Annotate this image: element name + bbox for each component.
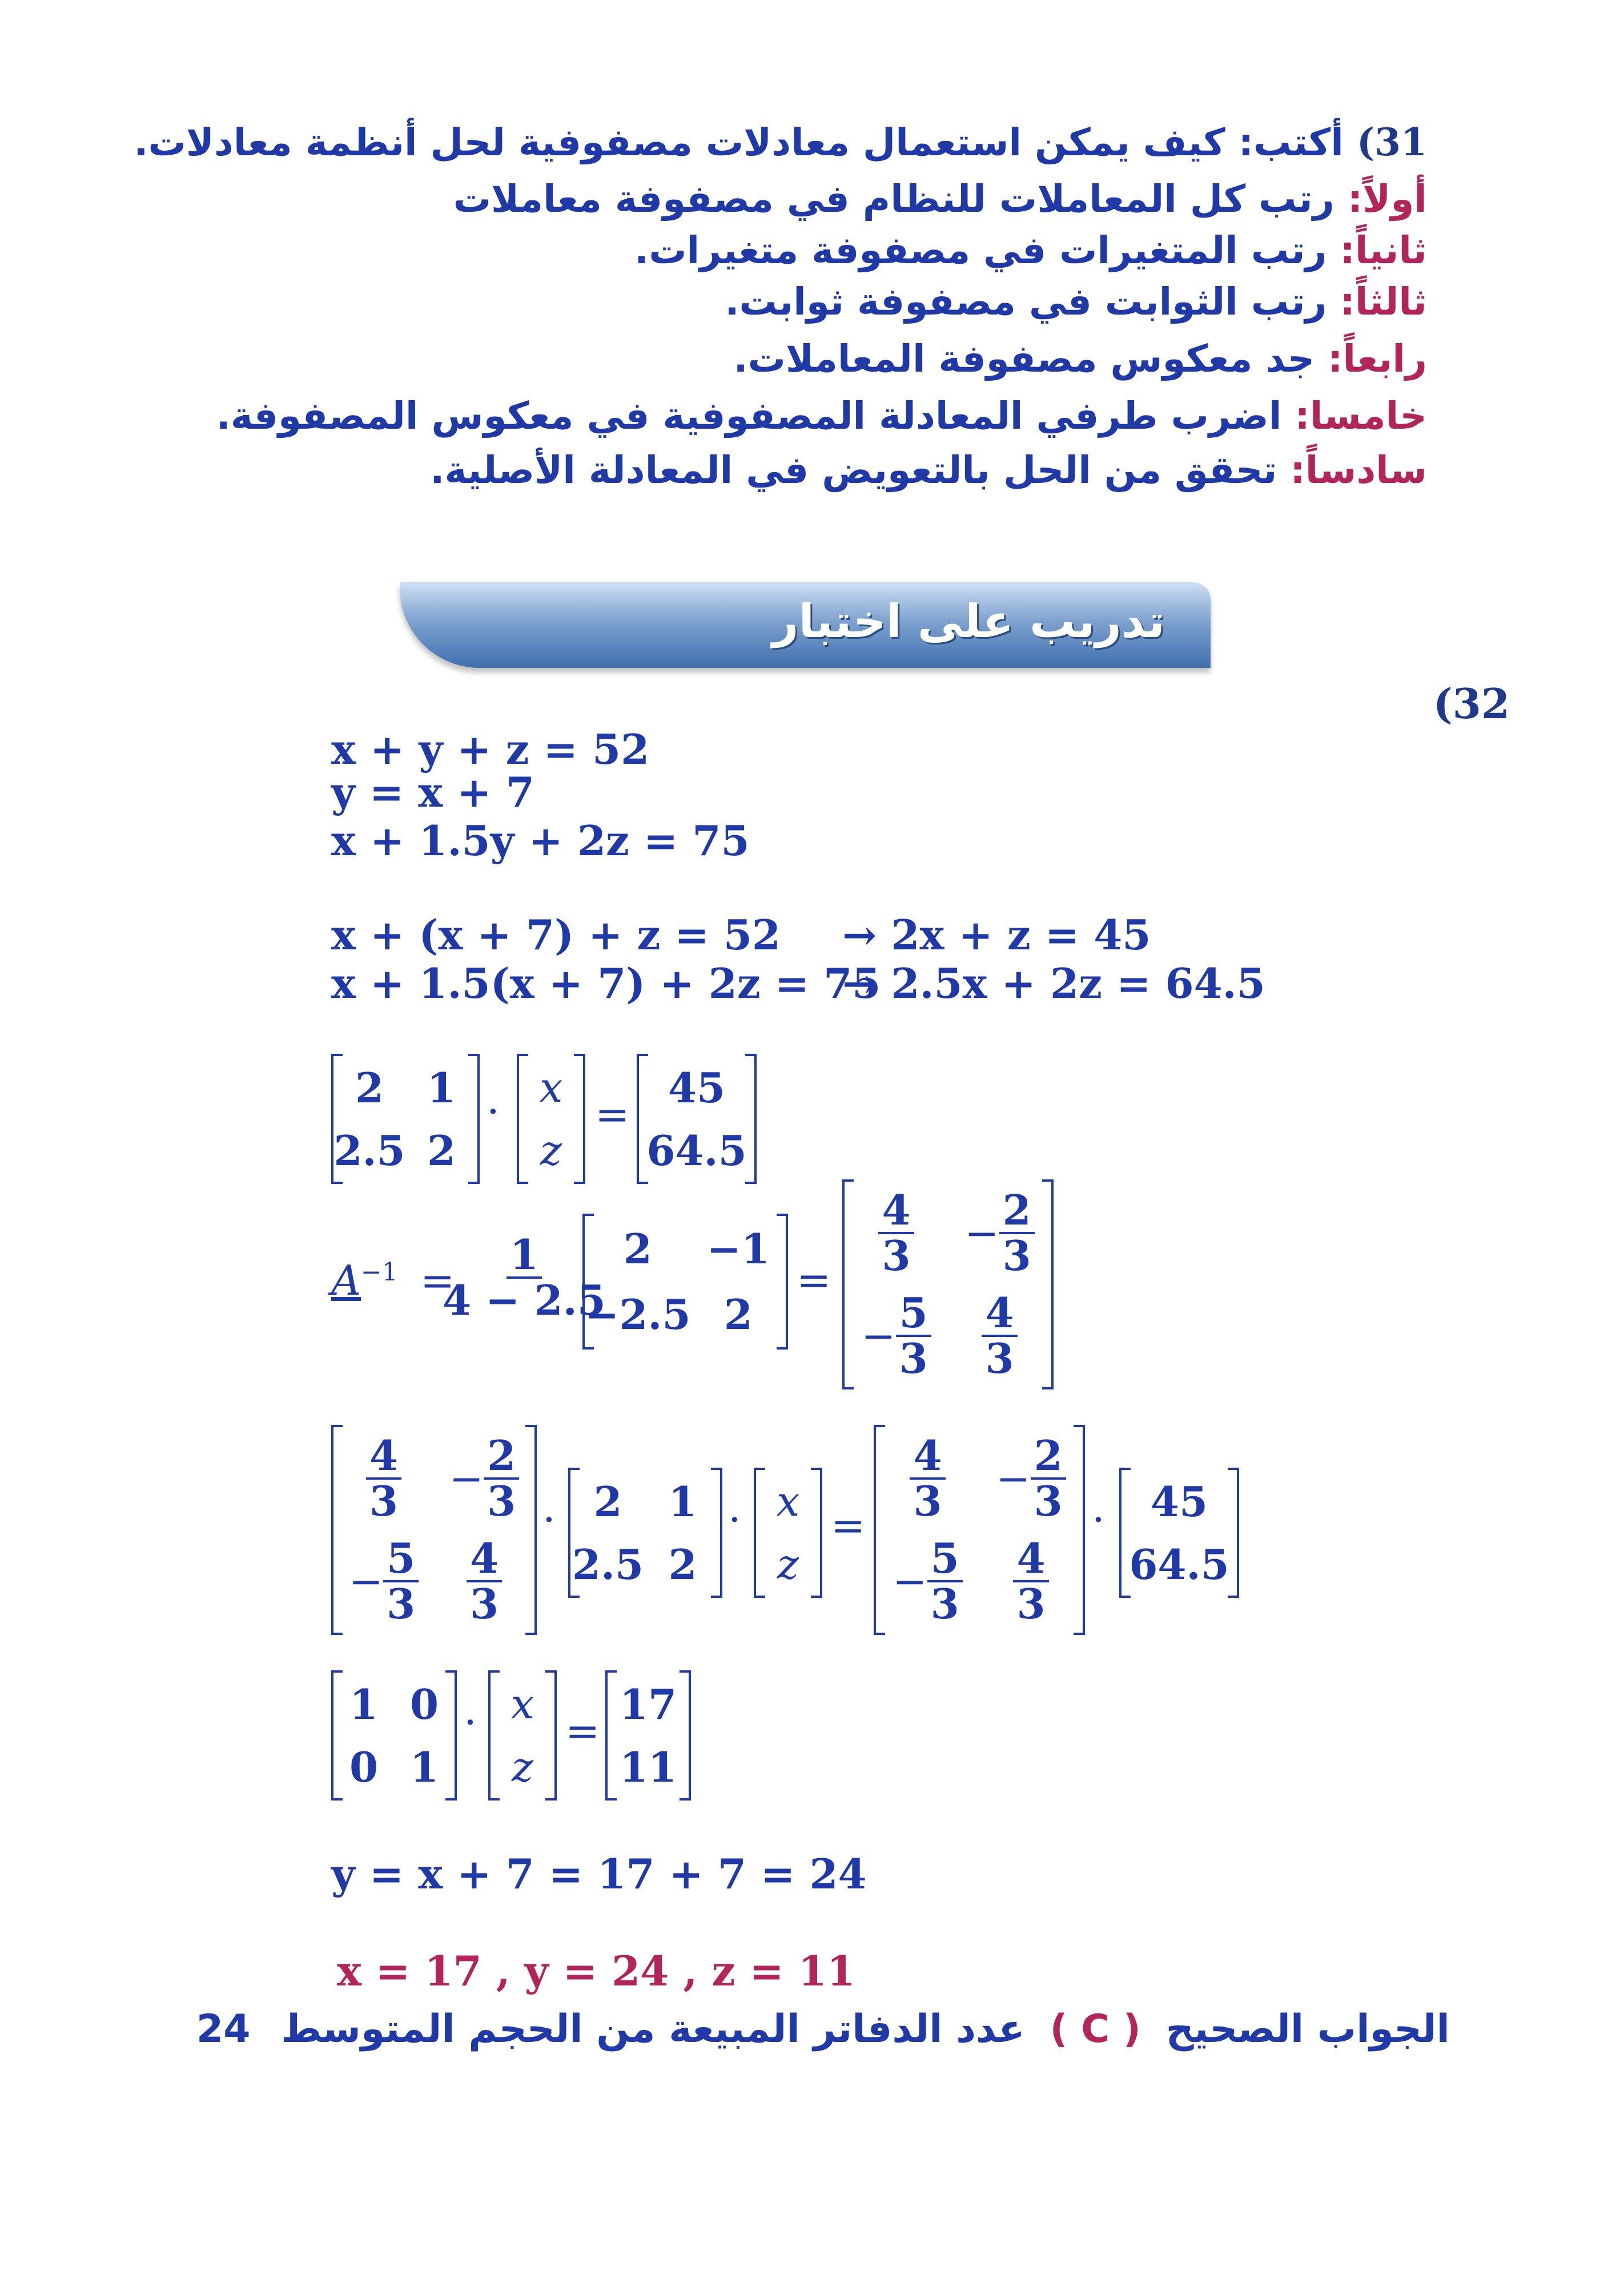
answer-value: 24 <box>196 2007 251 2052</box>
subst-result-1: → 2x + z = 45 <box>842 911 1151 959</box>
inverse-coefficient <box>443 1230 606 1324</box>
matrix-cell: 2 <box>355 1063 384 1112</box>
negative-fraction: − $\frac{5}{3}$ <box>349 1537 419 1625</box>
dot-operator: · <box>728 1496 741 1544</box>
matrix-cell: 64.5 <box>1129 1540 1229 1589</box>
subst-eq-1: x + (x + 7) + z = 52 <box>331 911 781 959</box>
solution-matrix <box>605 1673 691 1798</box>
negative-fraction: − $\frac{5}{3}$ <box>861 1291 931 1380</box>
step-label: رابعاً: <box>1328 337 1427 381</box>
fraction: $\frac{4}{3}$ <box>982 1291 1017 1380</box>
q31-number: 31) <box>1356 120 1427 164</box>
matrix-cell: 2.5 <box>572 1540 644 1589</box>
matrix-cell: 2 <box>427 1126 456 1175</box>
matrix-cell: 1 <box>349 1679 379 1729</box>
coefficient-matrix <box>331 1056 480 1182</box>
dot-operator: · <box>464 1698 477 1746</box>
matrix-cell: 17 <box>619 1679 677 1729</box>
dot-operator: · <box>487 1087 500 1135</box>
q31-step-1 <box>453 177 1427 221</box>
answer-choice: ( C ) <box>1050 2007 1141 2052</box>
adjugate-matrix <box>582 1216 788 1347</box>
variable-matrix-2 <box>754 1470 822 1596</box>
step-text: رتب الثوابت في مصفوفة ثوابت. <box>725 280 1340 324</box>
q31-step-3 <box>725 280 1427 324</box>
dot-operator: · <box>1092 1496 1105 1544</box>
step-label: ثانياً: <box>1340 228 1427 272</box>
matrix-cell: 2.5 <box>333 1126 405 1175</box>
matrix-cell: 2 <box>593 1477 622 1526</box>
q32-number: (32 <box>1433 679 1510 728</box>
q31-step-6 <box>430 448 1427 492</box>
matrix-cell: x <box>539 1064 563 1111</box>
fraction: $\frac{4}{3}$ <box>878 1189 914 1277</box>
matrix-cell: z <box>540 1126 562 1174</box>
q31-heading <box>134 120 1427 164</box>
coef-numerator: 1 <box>507 1233 542 1279</box>
system-eq-1: x + y + z = 52 <box>331 725 650 774</box>
matrix-cell: 64.5 <box>646 1126 747 1175</box>
equals-sign: = <box>565 1707 600 1755</box>
banner-title: تدريب على اختبار <box>772 595 1165 648</box>
matrix-cell: 0 <box>409 1679 439 1729</box>
inverse-matrix <box>842 1182 1054 1387</box>
step-label: أولاً: <box>1347 177 1427 221</box>
coef-denominator: 4 − 2.5 <box>443 1275 606 1324</box>
inverse-exponent: −1 <box>361 1258 398 1287</box>
constant-matrix <box>637 1056 757 1182</box>
coefficient-matrix-2 <box>568 1470 722 1596</box>
fraction: $\frac{4}{3}$ <box>910 1434 945 1522</box>
matrix-cell: 2 <box>623 1224 652 1273</box>
equals-sign: = <box>797 1256 831 1304</box>
variable-matrix <box>517 1056 585 1182</box>
matrix-cell: 2 <box>723 1290 753 1339</box>
matrix-cell: 1 <box>668 1477 697 1526</box>
matrix-cell: x <box>776 1477 800 1525</box>
matrix-a-symbol: A <box>331 1256 361 1304</box>
constant-matrix-2 <box>1119 1470 1239 1596</box>
inverse-matrix-right <box>874 1427 1085 1633</box>
fraction: $\frac{4}{3}$ <box>366 1434 401 1522</box>
matrix-cell: 1 <box>409 1742 439 1791</box>
step-text: جد معكوس مصفوفة المعاملات. <box>733 337 1328 381</box>
matrix-cell: −2.5 <box>585 1290 691 1339</box>
system-eq-2: y = x + 7 <box>331 768 534 816</box>
negative-fraction: − $\frac{5}{3}$ <box>893 1537 962 1625</box>
matrix-cell: 0 <box>349 1742 379 1791</box>
fraction: $\frac{4}{3}$ <box>1013 1537 1048 1625</box>
system-eq-3: x + 1.5y + 2z = 75 <box>331 816 750 865</box>
q31-step-2 <box>634 228 1427 272</box>
subst-eq-2: x + 1.5(x + 7) + 2z = 75 <box>331 959 881 1008</box>
subst-result-2: → 2.5x + 2z = 64.5 <box>842 959 1265 1008</box>
step-text: تحقق من الحل بالتعويض في المعادلة الأصلية. <box>430 448 1291 492</box>
q31-heading-text: أكتب: كيف يمكن استعمال معادلات مصفوفية لحل أنظمة معادلات. <box>134 120 1344 164</box>
step-text: رتب كل المعاملات للنظام في مصفوفة معاملات <box>453 177 1348 221</box>
identity-matrix <box>331 1673 457 1798</box>
step-text: اضرب طرفي المعادلة المصفوفية في معكوس المصفوفة. <box>216 394 1295 438</box>
inverse-label: $A^{-1}$ = <box>331 1256 455 1304</box>
matrix-cell: z <box>512 1743 533 1791</box>
step-label: سادساً: <box>1290 448 1427 492</box>
answer-prefix: الجواب الصحيح <box>1165 2007 1450 2052</box>
negative-fraction: − $\frac{2}{3}$ <box>964 1189 1034 1277</box>
fraction: $\frac{4}{3}$ <box>467 1537 502 1625</box>
variable-matrix-3 <box>488 1673 557 1798</box>
answer-text: عدد الدفاتر المبيعة من الحجم المتوسط <box>281 2007 1025 2052</box>
final-answer <box>196 2007 1450 2052</box>
test-practice-banner <box>400 582 1211 668</box>
matrix-cell: 1 <box>427 1063 456 1112</box>
step-label: خامسا: <box>1295 394 1427 438</box>
negative-fraction: − $\frac{2}{3}$ <box>449 1434 519 1522</box>
matrix-cell: 45 <box>1150 1477 1208 1526</box>
equals-sign: = <box>831 1501 866 1549</box>
matrix-cell: −1 <box>706 1224 770 1273</box>
matrix-cell: 2 <box>668 1540 697 1589</box>
q31-step-4 <box>734 337 1427 381</box>
final-values: x = 17 , y = 24 , z = 11 <box>337 1947 856 1995</box>
step-text: رتب المتغيرات في مصفوفة متغيرات. <box>634 228 1340 272</box>
step-label: ثالثاً: <box>1340 280 1427 324</box>
q31-step-5 <box>216 394 1427 438</box>
dot-operator: · <box>542 1496 556 1544</box>
matrix-cell: x <box>510 1680 534 1728</box>
inverse-matrix-left <box>331 1427 537 1633</box>
y-calculation: y = x + 7 = 17 + 7 = 24 <box>331 1850 867 1898</box>
matrix-cell: 45 <box>668 1063 726 1112</box>
negative-fraction: − $\frac{2}{3}$ <box>996 1434 1066 1522</box>
matrix-cell: 11 <box>619 1742 677 1791</box>
matrix-cell: z <box>777 1540 799 1588</box>
equals-sign: = <box>595 1090 630 1138</box>
